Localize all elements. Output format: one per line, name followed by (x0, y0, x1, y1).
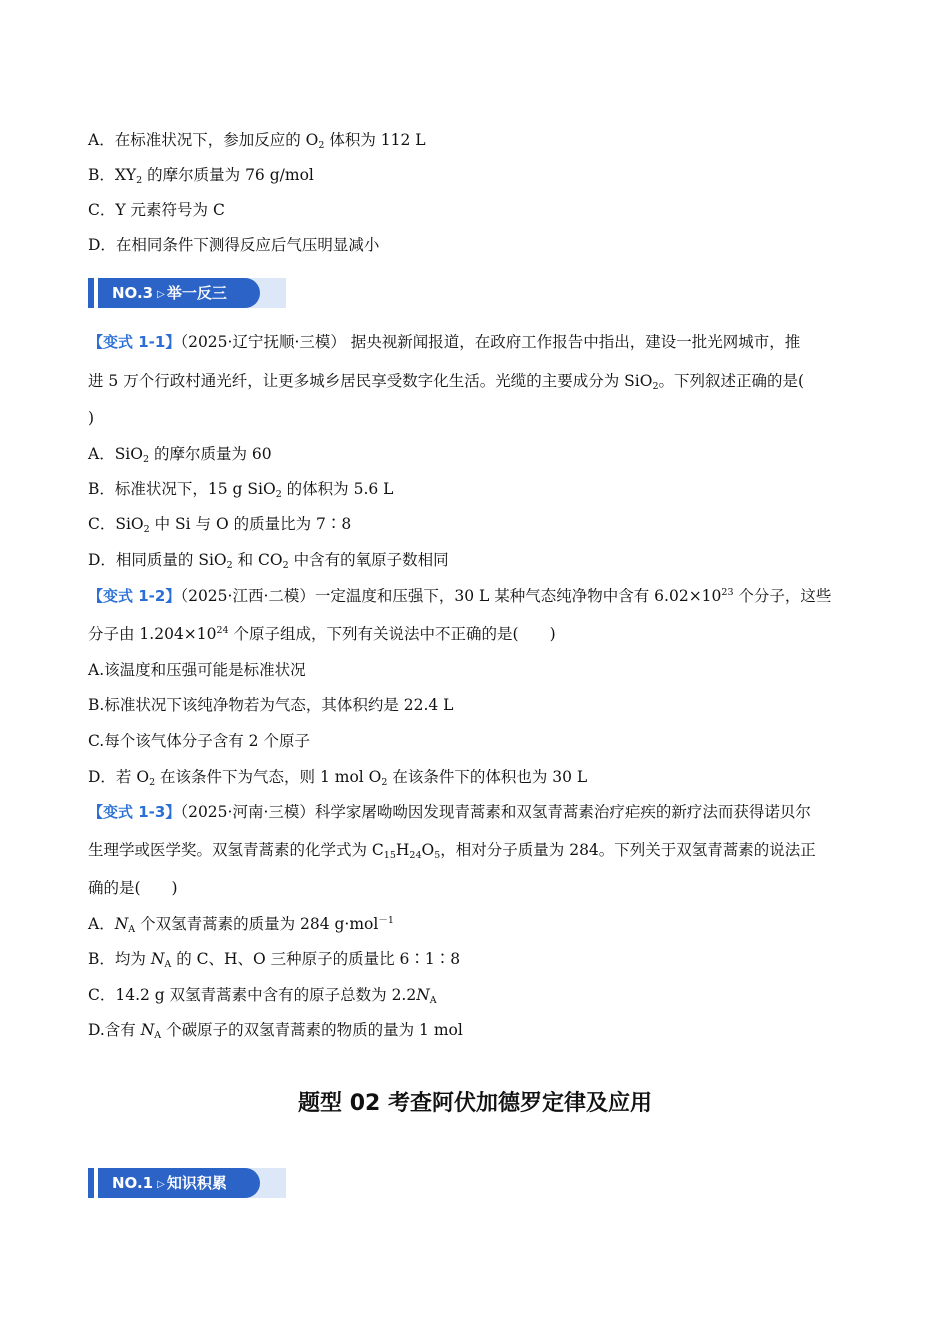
variant-1-3-line-1: 【变式 1-3】（2025·河南·三模）科学家屠呦呦因发现青蒿素和双氢青蒿素治疗疟疾的新疗法而获得诺贝尔 (88, 803, 811, 821)
variant-1-1-option-a: A．SiO$_2$ 的摩尔质量为 60 (88, 445, 272, 465)
option-b: B．$XY_2$ 的摩尔质量为 76 g/mol (88, 166, 314, 186)
variant-1-1-option-c: C．SiO$_2$ 中 Si 与 O 的质量比为 7∶8 (88, 515, 352, 535)
variant-1-3-option-a: A．$N_A$ 个双氢青蒿素的质量为 284 g·mol$^{-1}$ (88, 915, 394, 935)
variant-1-1-option-d: D．相同质量的 SiO$_2$ 和 $CO_2$ 中含有的氧原子数相同 (88, 551, 449, 571)
variant-1-3-option-d: D.含有 $N_A$ 个碳原子的双氢青蒿素的物质的量为 1 mol (88, 1021, 463, 1041)
variant-1-3-option-b: B．均为 $N_A$ 的 C、H、O 三种原子的质量比 6∶1∶8 (88, 950, 461, 970)
variant-1-2-option-b: B.标准状况下该纯净物若为气态，其体积约是 22.4 L (88, 696, 454, 714)
banner-code: NO.3 (112, 284, 154, 302)
variant-1-3-option-c: C．14.2 g 双氢青蒿素中含有的原子总数为 $2.2N_A$ (88, 986, 437, 1006)
variant-1-1-line-2: 进 5 万个行政村通光纤，让更多城乡居民享受数字化生活。光缆的主要成分为 SiO$_2$。下列叙述正确的是( (88, 372, 805, 392)
variant-1-3-line-2: 生理学或医学奖。双氢青蒿素的化学式为 $C_{15}H_{24}O_5$，相对分子质量为 284。下列关于双氢青蒿素的说法正 (88, 841, 816, 861)
variant-1-3-line-3: 确的是( ) (88, 879, 178, 897)
option-c: C．Y 元素符号为 C (88, 201, 225, 219)
banner-code: NO.1 (112, 1174, 154, 1192)
variant-1-2-line-1: 【变式 1-2】（2025·江西·二模）一定温度和压强下，30 L 某种气态纯净物中含有 $6.02\times 10^{23}$ 个分子，这些 (88, 587, 832, 605)
play-arrow-icon: ▷ (157, 1179, 165, 1190)
section-banner-knowledge (88, 1168, 286, 1198)
variant-1-2-option-c: C.每个该气体分子含有 2 个原子 (88, 732, 310, 750)
variant-1-1-option-b: B．标准状况下，15 g SiO$_2$ 的体积为 5.6 L (88, 480, 394, 500)
banner-title: 举一反三 (166, 284, 227, 302)
option-d: D．在相同条件下测得反应后气压明显减小 (88, 236, 380, 254)
variant-1-1-line-1: 【变式 1-1】（2025·辽宁抚顺·三模） 据央视新闻报道，在政府工作报告中指出，建设一批光网城市，推 (88, 333, 801, 351)
variant-1-1-line-3: ) (88, 409, 95, 427)
variant-1-2-line-2: 分子由 $1.204\times 10^{24}$ 个原子组成，下列有关说法中不正确的是( ) (88, 625, 556, 643)
section-heading: 题型 02 考查阿伏加德罗定律及应用 (298, 1091, 652, 1116)
section-banner-practice (88, 278, 286, 308)
variant-1-2-option-d: D．若 $O_2$ 在该条件下为气态，则 1 mol $O_2$ 在该条件下的体积也为 30 L (88, 768, 588, 788)
option-a: A．在标准状况下，参加反应的 $O_2$ 体积为 112 L (88, 131, 426, 151)
play-arrow-icon: ▷ (157, 289, 165, 300)
banner-title: 知识积累 (166, 1174, 227, 1192)
variant-1-2-option-a: A.该温度和压强可能是标准状况 (88, 661, 306, 679)
